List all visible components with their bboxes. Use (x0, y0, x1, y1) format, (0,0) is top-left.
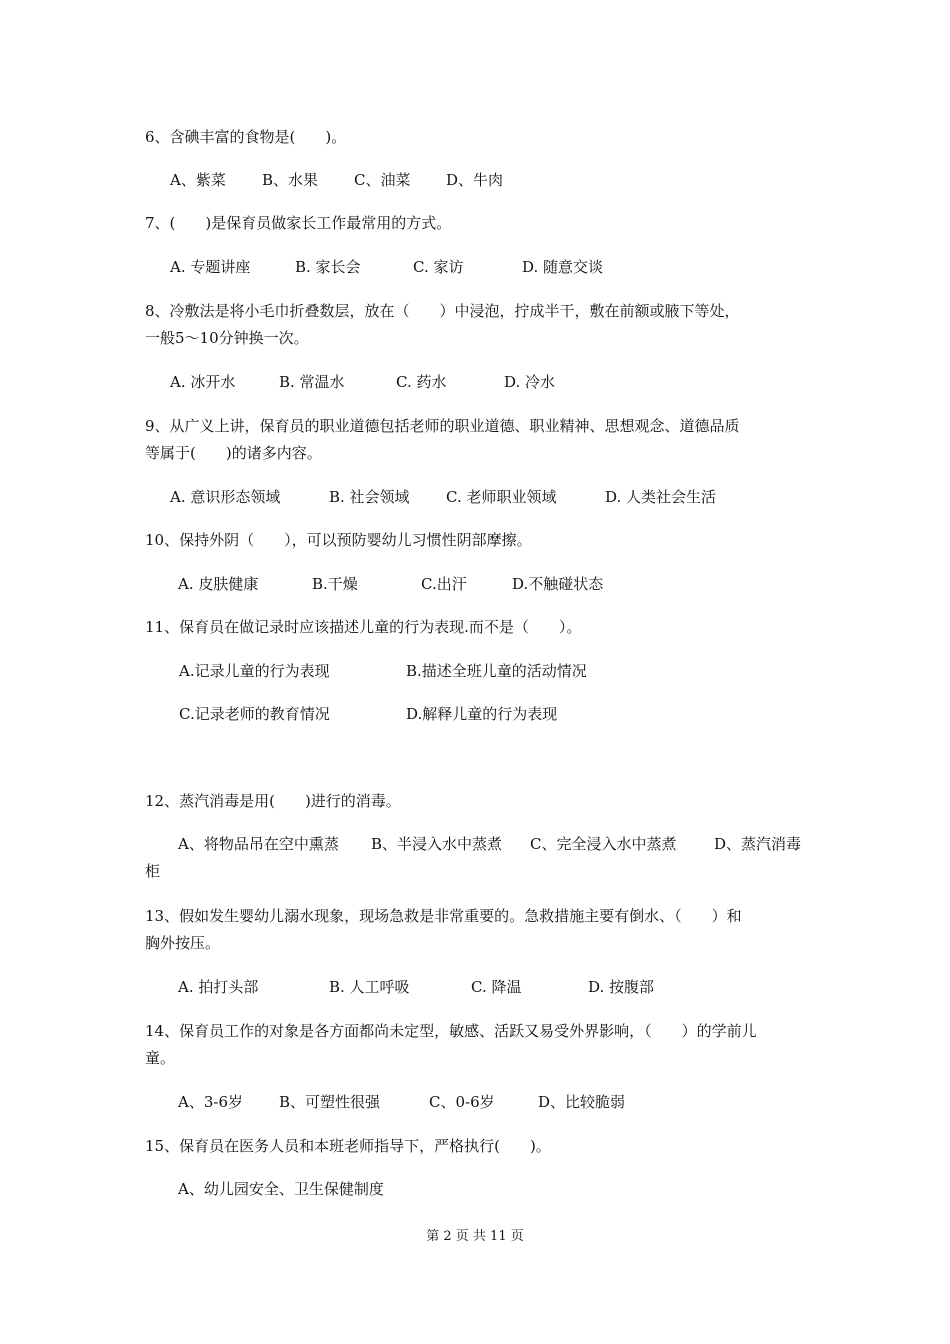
option-c: C. 药水 (396, 373, 447, 391)
question-text: 9、从广义上讲，保育员的职业道德包括老师的职业道德、职业精神、思想观念、道德品质 (145, 417, 740, 435)
option-c: C、完全浸入水中蒸煮 (530, 835, 677, 853)
option-b: B. 常温水 (279, 373, 345, 391)
option-d: D.解释儿童的行为表现 (406, 705, 558, 723)
option-a: A. 意识形态领域 (170, 488, 281, 506)
page-footer: 第 2 页 共 11 页 (426, 1229, 524, 1244)
question-text-cont: 童。 (145, 1049, 176, 1067)
option-a: A、紫菜 (170, 171, 226, 189)
question-text: 10、保持外阴（ ），可以预防婴幼儿习惯性阴部摩擦。 (145, 531, 532, 549)
option-c: C、油菜 (354, 171, 411, 189)
option-d: D. 随意交谈 (522, 258, 604, 276)
option-a: A.记录儿童的行为表现 (179, 662, 330, 680)
option-d: D、牛肉 (446, 171, 504, 189)
option-c: C. 老师职业领域 (446, 488, 557, 506)
option-c: C. 降温 (471, 978, 522, 996)
option-a: A. 冰开水 (170, 373, 236, 391)
option-d: D、蒸汽消毒 (714, 835, 802, 853)
question-text: 8、冷敷法是将小毛巾折叠数层，放在（ ）中浸泡，拧成半干，敷在前额或腋下等处， (145, 302, 740, 320)
option-d: D. 冷水 (504, 373, 556, 391)
question-text: 13、假如发生婴幼儿溺水现象，现场急救是非常重要的。急救措施主要有倒水、（ ）和 (145, 907, 742, 925)
option-a: A、3-6岁 (178, 1093, 243, 1111)
option-continuation: 柜 (145, 862, 161, 880)
option-a: A. 专题讲座 (170, 258, 251, 276)
option-c: C、0-6岁 (429, 1093, 495, 1111)
option-b: B、水果 (262, 171, 319, 189)
option-b: B、可塑性很强 (279, 1093, 381, 1111)
question-text: 15、保育员在医务人员和本班老师指导下，严格执行( )。 (145, 1137, 551, 1155)
option-d: D、比较脆弱 (538, 1093, 626, 1111)
option-a: A、将物品吊在空中熏蒸 (178, 835, 339, 853)
question-text: 7、( )是保育员做家长工作最常用的方式。 (145, 214, 452, 232)
option-c: C. 家访 (413, 258, 464, 276)
question-text: 12、蒸汽消毒是用( )进行的消毒。 (145, 792, 401, 810)
option-b: B.干燥 (312, 575, 358, 593)
option-b: B. 家长会 (295, 258, 361, 276)
option-d: D. 人类社会生活 (605, 488, 717, 506)
question-text-cont: 等属于( )的诸多内容。 (145, 444, 322, 462)
option-b: B.描述全班儿童的活动情况 (406, 662, 587, 680)
option-c: C.记录老师的教育情况 (179, 705, 330, 723)
question-text: 11、保育员在做记录时应该描述儿童的行为表现.而不是（ ）。 (145, 618, 582, 636)
option-a: A. 拍打头部 (178, 978, 259, 996)
question-text-cont: 一般5～10分钟换一次。 (145, 329, 309, 347)
option-b: B. 社会领域 (329, 488, 410, 506)
question-text-cont: 胸外按压。 (145, 934, 221, 952)
question-text: 6、含碘丰富的食物是( )。 (145, 128, 347, 146)
option-c: C.出汗 (421, 575, 467, 593)
option-a: A、幼儿园安全、卫生保健制度 (178, 1180, 384, 1198)
option-d: D.不触碰状态 (512, 575, 604, 593)
question-text: 14、保育员工作的对象是各方面都尚未定型，敏感、活跃又易受外界影响，（ ）的学前儿 (145, 1022, 757, 1040)
option-b: B、半浸入水中蒸煮 (371, 835, 503, 853)
option-d: D. 按腹部 (588, 978, 655, 996)
option-b: B. 人工呼吸 (329, 978, 410, 996)
option-a: A. 皮肤健康 (178, 575, 259, 593)
